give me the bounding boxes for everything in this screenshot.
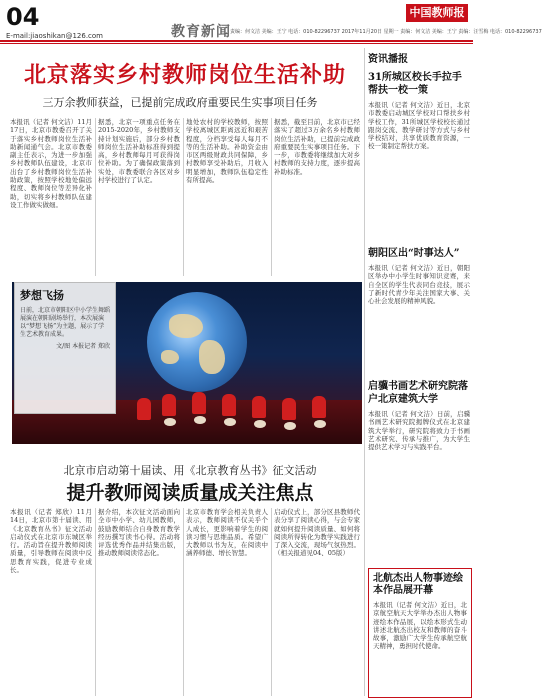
- drum: [224, 418, 236, 426]
- lead-column-1: 本报讯（记者 何文洁）11月17日，北京市教委召开了关于落实乡村教师岗位生活补助新闻通气会。北京市教委副主任表示，为进一步加强乡村教师队伍建设，北京市出台了乡村教师岗位生活补助政策，按照学校地处偏远程度、教师岗位等差异化补助，切实将乡村教师队伍建设工作做实做细。: [10, 118, 92, 209]
- globe-prop: [147, 292, 247, 392]
- header-meta: 责编：何文洁 美编：王宁 电话：010-82296737 2017年11月20日 星期一 责编：何文洁 美编：王宁 责编：汪雪梅 电话：010-82296737: [230, 29, 542, 35]
- column-divider: [95, 508, 96, 696]
- sidebar-item1-title: 31所城区校长手拉手帮扶一校一策: [368, 72, 462, 96]
- sidebar: [368, 50, 470, 510]
- story2-kicker: 北京市启动第十届读、用《北京教育丛书》征文活动: [63, 464, 317, 477]
- performer: [192, 392, 206, 414]
- photo-caption-title: 梦想飞扬: [20, 289, 64, 302]
- performer: [252, 396, 266, 418]
- story2-headline: 提升教师阅读质量成关注焦点: [66, 482, 314, 504]
- sidebar-item3-title: 启骥书画艺术研究院落户北京建筑大学: [368, 381, 468, 405]
- column-divider: [95, 118, 96, 276]
- story2-column-4: 启动仪式上，部分区县教师代表分享了阅读心得，与会专家就如何提升阅读质量、如何将阅读所得转化为教学实践进行了深入交流，现场气氛热烈。（相关报道见04、05版）: [274, 508, 360, 558]
- boxed-story-title: 北航杰出人物事迹绘本作品展开幕: [373, 573, 463, 596]
- sidebar-section-title: 资讯播报: [368, 54, 408, 65]
- page-number: 04: [6, 3, 40, 31]
- email: E-mail:jiaoshikan@126.com: [6, 32, 103, 40]
- column-divider: [271, 118, 272, 276]
- sidebar-item3-body: 本报讯（记者 何文洁）日前，启骥书画艺术研究院揭牌仪式在北京建筑大学举行，研究院将致力于书画艺术研究、传承与推广，为大学生提供艺术学习与实践平台。: [368, 410, 470, 452]
- sidebar-item1-body: 本报讯（记者 何文洁）近日，北京市教委启动城区学校对口帮扶乡村学校工作，31所城区学校校长通过跟岗交流、教学研讨等方式与乡村学校结对，共享优质教育资源，一校一策制定帮扶方案。: [368, 101, 470, 151]
- lead-subhead: 三万余教师获益，已提前完成政府重要民生实事项目任务: [42, 96, 318, 109]
- boxed-story-body: 本报讯（记者 何文洁）近日，北京航空航天大学举办杰出人物事迹绘本作品展，以绘本形式生动讲述北航杰出校友和教师的奋斗故事，激励广大学生传承航空航天精神，勇担时代使命。: [373, 601, 467, 651]
- newspaper-logo: 中国教师报: [406, 4, 468, 22]
- performer: [222, 394, 236, 416]
- performer: [162, 394, 176, 416]
- section-title: 教育新闻: [171, 24, 231, 40]
- story2-column-1: 本报讯（记者 郑欣）11月14日，北京市第十届读、用《北京教育丛书》征文活动启动仪式在北京市东城区举行。活动旨在提升教师阅读质量，引导教师在阅读中反思教育实践，促进专业成长。: [10, 508, 92, 575]
- performer: [137, 398, 151, 420]
- sidebar-boxed-story: [368, 568, 472, 698]
- sidebar-divider: [364, 48, 365, 696]
- photo-credit: 文/图 本报记者 郑欣: [56, 343, 110, 350]
- drum: [164, 418, 176, 426]
- sidebar-item2-title: 朝阳区出“时事达人”: [368, 248, 460, 259]
- story2-column-3: 北京市教育学会相关负责人表示，教师阅读不仅关乎个人成长，更影响着学生的阅读习惯与思维品质。希望广大教师以书为友，在阅读中涵养师德、增长智慧。: [186, 508, 268, 558]
- performer: [312, 396, 326, 418]
- column-divider: [183, 118, 184, 276]
- lead-column-3: 地处农村的学校教师，按照学校离城区距离远近和艰苦程度，分档享受每人每月不等的生活补助。补助资金由市区两级财政共同保障，乡村教师享受补助后，月收入明显增加，教师队伍稳定性有所提高。: [186, 118, 268, 185]
- sidebar-item2-body: 本报讯（记者 何文洁）近日，朝阳区举办中小学生时事知识竞赛，来自全区的学生代表同台竞技，展示了新时代青少年关注国家大事、关心社会发展的精神风貌。: [368, 264, 470, 306]
- lead-column-2: 据悉，北京一项重点任务在2015-2020年，乡村教师支持计划实施后，部分乡村教师岗位生活补助标准得到提高，乡村教师每月可获得岗位补助。为了确保政策落到实处，市教委联合各区对乡村学校进行了认定。: [98, 118, 180, 185]
- photo-caption-text: 日前，北京市朝阳区中小学生舞蹈展演在朝阳剧场举行，本次展演以“梦想飞扬”为主题，展示了学生艺术教育成果。: [20, 307, 111, 338]
- lead-column-4: 据悉，截至目前，北京市已经落实了超过3万余名乡村教师岗位生活补助，已提前完成政府重要民生实事项目任务。下一步，市教委将继续加大对乡村教师的支持力度，逐步提高补助标准。: [274, 118, 360, 176]
- drum: [194, 416, 206, 424]
- top-rule: [0, 40, 473, 42]
- drum: [254, 420, 266, 428]
- story2-column-2: 据介绍，本次征文活动面向全市中小学、幼儿园教师，鼓励教师结合自身教育教学经历撰写读书心得。活动将评选优秀作品并结集出版，推动教师阅读常态化。: [98, 508, 180, 558]
- top-rule-thin: [0, 43, 473, 44]
- lead-headline: 北京落实乡村教师岗位生活补助: [23, 62, 346, 88]
- drum: [284, 422, 296, 430]
- photo-caption-box: [14, 282, 116, 414]
- drum: [314, 420, 326, 428]
- performer: [282, 398, 296, 420]
- column-divider: [183, 508, 184, 696]
- column-divider: [271, 508, 272, 696]
